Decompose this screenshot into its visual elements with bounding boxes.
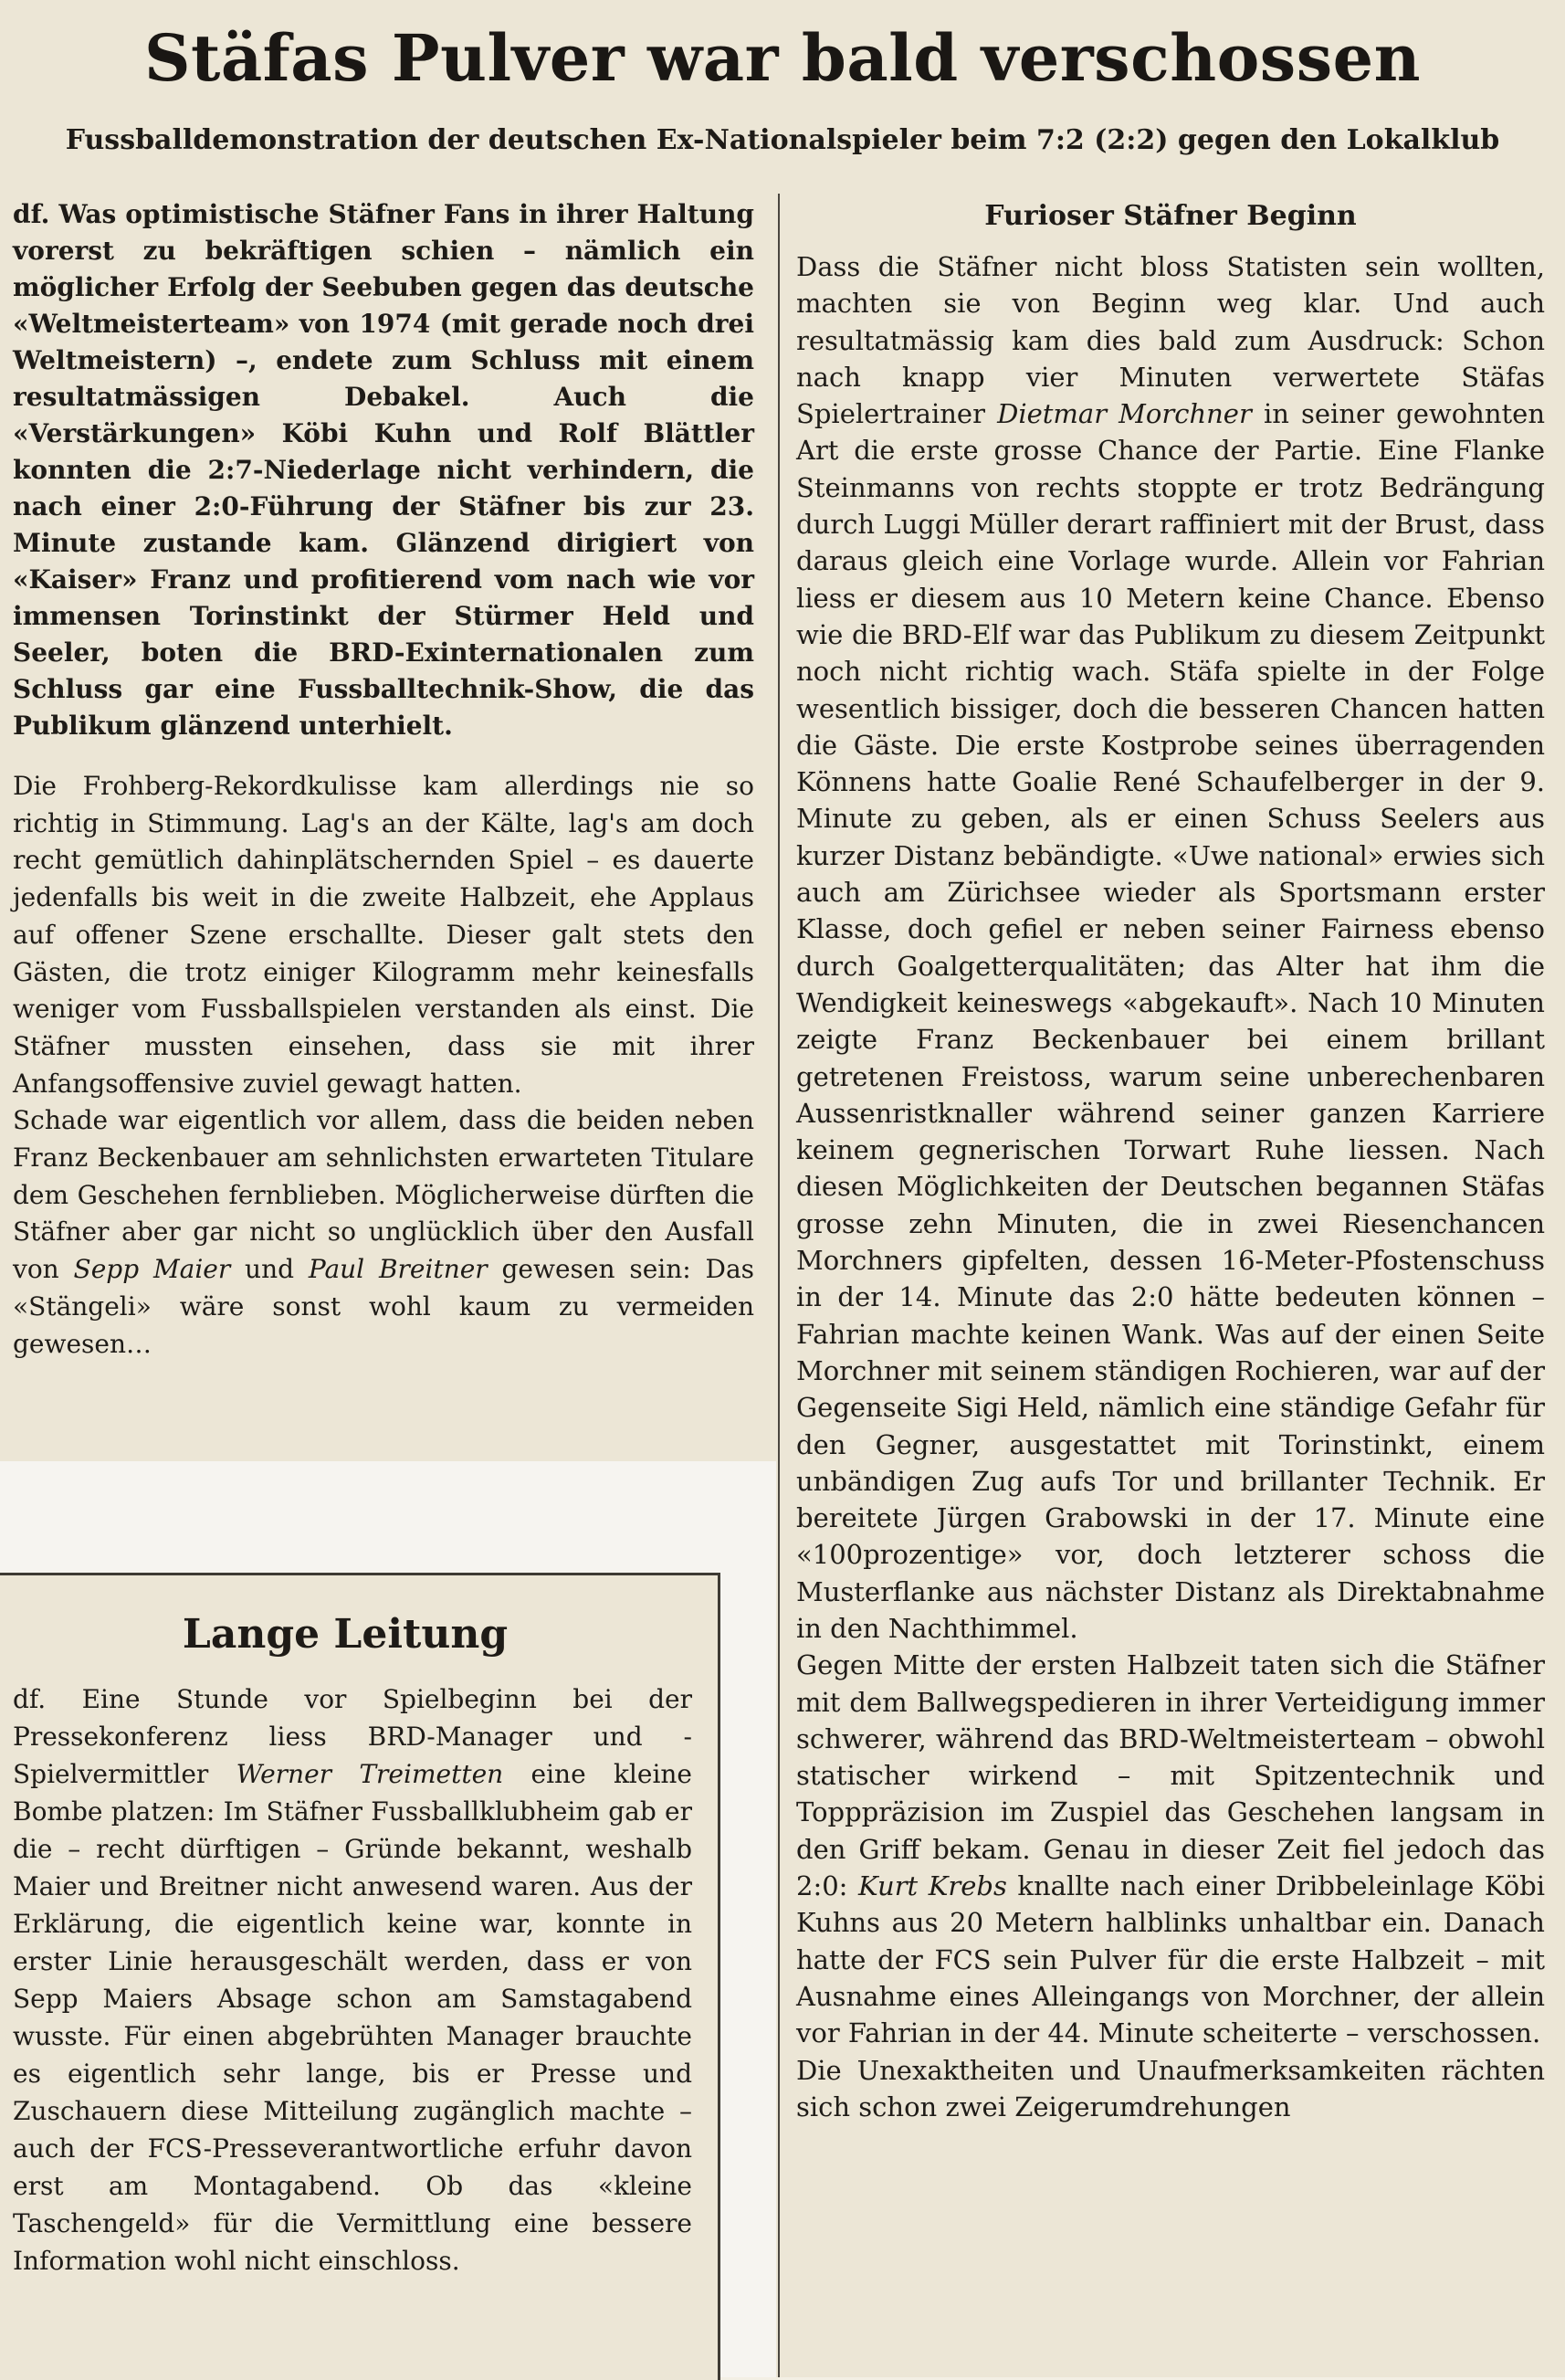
left-column bbox=[13, 196, 754, 1363]
sidebar-text bbox=[13, 1680, 692, 2280]
sidebar-title: Lange Leitung bbox=[182, 1611, 509, 1658]
person-name: Kurt Krebs bbox=[857, 1870, 1007, 1902]
person-name: Werner Treimetten bbox=[236, 1759, 504, 1789]
body-paragraph bbox=[13, 1680, 692, 2280]
headline: Stäfas Pulver war bald verschossen bbox=[143, 20, 1422, 96]
text-run: knallte nach einer Dribbeleinlage Köbi Kuhns aus 20 Metern halblinks unhaltbar ein. Danach hatte der FCS sein Pulver für die erste Halbzeit – mit Ausnahme eines Alleingangs von Morchner, der allein vor Fahrian in der 44. Minute scheiterte – verschossen. bbox=[796, 1870, 1545, 2049]
person-name: Paul Breitner bbox=[308, 1254, 488, 1285]
text-run: df. Eine Stunde vor Spielbeginn bei der Pressekonferenz liess BRD-Manager und -Spielvermittler bbox=[13, 1684, 692, 1789]
column-divider bbox=[778, 194, 780, 2377]
text-run: eine kleine Bombe platzen: Im Stäfner Fussballklubheim gab er die – recht dürftigen – Gründe bekannt, weshalb Maier und Breitner nicht anwesend waren. Aus der Erklärung, die eigentlich keine war, konnte in erster Linie herausgeschält werden, dass er von Sepp Maiers Absage schon am Samstagabend wusste. Für einen abgebrühten Manager brauchte es eigentlich sehr lange, bis er Presse und Zuschauern diese Mitteilung zugänglich machte – auch der FCS-Presseverantwortliche erfuhr davon erst am Montagabend. Ob das «kleine Taschengeld» für die Vermittlung eine bessere Information wohl nicht einschloss. bbox=[13, 1759, 693, 2276]
text-run: Dass die Stäfner nicht bloss Statisten sein wollten, machten sie von Beginn weg klar. Und auch resultatmässig kam dies bald zum Ausdruck: Schon nach knapp vier Minuten verwertete Stäfas Spielertrainer bbox=[796, 251, 1545, 430]
text-run: Schade war eigentlich vor allem, dass die beiden neben Franz Beckenbauer am sehnlichsten erwarteten Titulare dem Geschehen fernblieben. Möglicherweise dürften die Stäfner aber gar nicht so unglücklich über den Ausfall von bbox=[13, 1105, 754, 1285]
person-name: Sepp Maier bbox=[73, 1254, 231, 1285]
section-subheading: Furioser Stäfner Beginn bbox=[984, 200, 1357, 232]
body-paragraph bbox=[796, 248, 1545, 1647]
text-run: in seiner gewohnten Art die erste grosse Chance der Partie. Eine Flanke Steinmanns von rechts stoppte er trotz Bedrängung durch Luggi Müller derart raffiniert mit der Brust, dass daraus gleich eine Vorlage wurde. Allein vor Fahrian liess er diesem aus 10 Metern keine Chance. Ebenso wie die BRD-Elf war das Publikum zu diesem Zeitpunkt noch nicht richtig wach. Stäfa spielte in der Folge wesentlich bissiger, doch die besseren Chancen hatten die Gäste. Die erste Kostprobe seines überragenden Könnens hatte Goalie René Schaufelberger in der 9. Minute zu geben, als er einen Schuss Seelers aus kurzer Distanz bebändigte. «Uwe national» erwies sich auch am Zürichsee wieder als Sportsmann erster Klasse, doch gefiel er neben seiner Fairness ebenso durch Goalgetterqualitäten; das Alter hat ihm die Wendigkeit keineswegs «abgekauft». Nach 10 Minuten zeigte Franz Beckenbauer bei einem brillant getretenen Freistoss, warum seine unberechenbaren Aussenristknaller während seiner ganzen Karriere keinem gegnerischen Torwart Ruhe liessen. Nach diesen Möglichkeiten der Deutschen begannen Stäfas grosse zehn Minuten, die in zwei Riesenchancen Morchners gipfelten, dessen 16-Meter-Pfostenschuss in der 14. Minute das 2:0 hätte bedeuten können – Fahrian machte keinen Wank. Was auf der einen Seite Morchner mit seinem ständigen Rochieren, war auf der Gegenseite Sigi Held, nämlich eine ständige Gefahr für den Gegner, ausgestattet mit Torinstinkt, einem unbändigen Zug aufs Tor und brillanter Technik. Er bereitete Jürgen Grabowski in der 17. Minute eine «100prozentige» vor, doch letzterer schoss die Musterflanke aus nächster Distanz als Direktabnahme in den Nachthimmel. bbox=[796, 398, 1546, 1644]
body-paragraph: Die Frohberg-Rekordkulisse kam allerdings nie so richtig in Stimmung. Lag's an der Kälte, lag's am doch recht gemütlich dahinplätschernden Spiel – es dauerte jedenfalls bis weit in die zweite Halbzeit, ehe Applaus auf offener Szene erschallte. Dieser galt stets den Gästen, die trotz einiger Kilogramm mehr keinesfalls weniger vom Fussballspielen verstanden als einst. Die Stäfner mussten einsehen, dass sie mit ihrer Anfangsoffensive zuviel gewagt hatten. bbox=[13, 771, 754, 1099]
body-paragraph: Die Unexaktheiten und Unaufmerksamkeiten rächten sich schon zwei Zeigerumdrehungen bbox=[796, 2054, 1545, 2122]
text-run: und bbox=[230, 1254, 309, 1285]
right-column bbox=[796, 248, 1545, 2125]
person-name: Dietmar Morchner bbox=[997, 398, 1252, 430]
subheadline: Fussballdemonstration der deutschen Ex-Nationalspieler beim 7:2 (2:2) gegen den Lokalklub bbox=[65, 124, 1500, 156]
lead-paragraph: df. Was optimistische Stäfner Fans in ihrer Haltung vorerst zu bekräftigen schien – nämlich ein möglicher Erfolg der Seebuben gegen das deutsche «Weltmeisterteam» von 1974 (mit gerade noch drei Weltmeistern) –, endete zum Schluss mit einem resultatmässigen Debakel. Auch die «Verstärkungen» Köbi Kuhn und Rolf Blättler konnten die 2:7-Niederlage nicht verhindern, die nach einer 2:0-Führung der Stäfner bis zur 23. Minute zustande kam. Glänzend dirigiert von «Kaiser» Franz und profitierend vom nach wie vor immensen Torinstinkt der Stürmer Held und Seeler, boten die BRD-Exinternationalen zum Schluss gar eine Fussballtechnik-Show, die das Publikum glänzend unterhielt. bbox=[13, 199, 754, 741]
body-paragraph bbox=[13, 1102, 754, 1363]
text-run: gewesen sein: Das «Stängeli» wäre sonst wohl kaum zu vermeiden gewesen… bbox=[13, 1254, 755, 1359]
body-paragraph bbox=[796, 1647, 1545, 2051]
text-run: Gegen Mitte der ersten Halbzeit taten sich die Stäfner mit dem Ballwegspedieren in ihrer Verteidigung immer schwerer, während das BRD-Weltmeisterteam – obwohl statischer wirkend – mit Spitzentechnik und Topppräzision im Zuspiel das Geschehen langsam in den Griff bekam. Genau in dieser Zeit fiel jedoch das 2:0: bbox=[796, 1649, 1545, 1902]
